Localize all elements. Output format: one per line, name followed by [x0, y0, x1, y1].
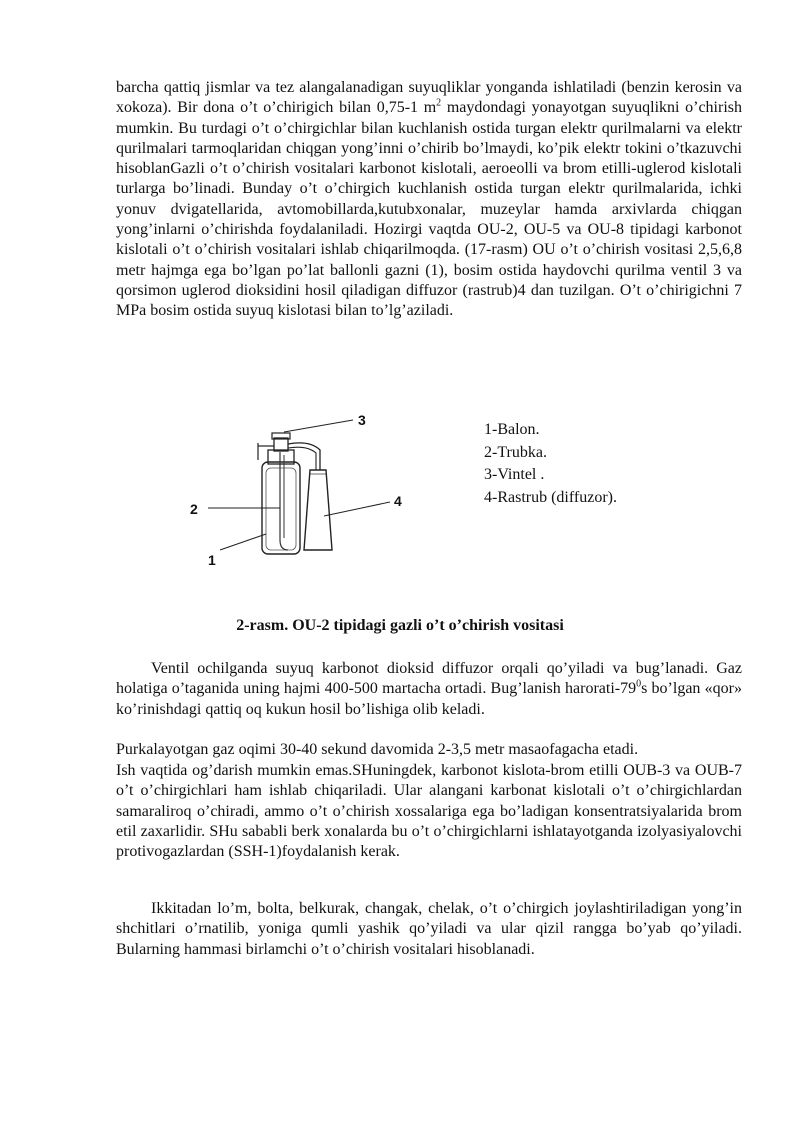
- figure-caption: 2-rasm. OU-2 tipidagi gazli o’t o’chirish vositasi: [236, 617, 564, 634]
- figure-legend: [484, 419, 617, 509]
- paragraph-text: Ventil ochilganda suyuq karbonot dioksid diffuzor orqali qo’yiladi va bug’lanadi. Gaz holatiga o’taganida uning hajmi 400-500 martacha ortadi. Bug’lanish harorati-79: [116, 660, 742, 698]
- paragraph-fire-shields: Ikkitadan lo’m, bolta, belkurak, changak, chelak, o’t o’chirgich joylashtiriladigan yong’in shchitlari o’rnatilib, yoniga qumli yashik qo’yiladi va ular qizil rangga bo’yab qo’yiladi. Bularning hammasi birlamchi o’t o’chirish vositalari hisoblanadi.: [116, 900, 742, 958]
- figure-label-3: 3: [358, 412, 366, 428]
- paragraph-text: barcha qattiq jismlar va tez alangalanadigan suyuqliklar yonganda ishlatiladi (benzin kerosin va xokoza). Bir dona o’t o’chirigich bilan 0,75-1 m: [116, 79, 742, 117]
- paragraph-valve: [116, 659, 742, 720]
- figure-label-2: 2: [190, 501, 198, 517]
- paragraph-text: maydondagi yonayotgan suyuqlikni o’chirish mumkin. Bu turdagi o’t o’chirgichlar bilan kuchlanish ostida turgan elektr qurilmalarni va elektr qurilmalari tarmoqlaridan chiqgan yong’inni o’chirib bo’lmaydi, ko’pik elektr tokini o’tkazuvchi hisoblanGazli o’t o’chirish vositalari karbonot kislotali, aeroeolli va brom etilli-uglerod kislotali turlarga bo’linadi. Bunday o’t o’chirgich kuchlanish ostida turgan elektr qurilmalarida, ichki yonuv dvigatellarida, avtomobillarda,kutubxonalar, muzeylar hamda arxivlarda chiqgan yong’inlarni o’chirishda foydalaniladi. Hozirgi vaqtda OU-2, OU-5 va OU-8 tipidagi karbonot kislotali o’t o’chirish vositalari ishlab chiqarilmoqda. (17-rasm) OU o’t o’chirish vositasi 2,5,6,8 metr hajmga ega bo’lgan po’lat ballonli gazni (1), bosim ostida haydovchi qurilma ventil 3 va qorsimon uglerod dioksidini hosil qiladigan diffuzor (rastrub)4 dan tuzilgan. O’t o’chirigichni 7 MPa bosim ostida suyuq kislotasi bilan to’lg’aziladi.: [116, 99, 742, 320]
- figure-label-1: 1: [208, 552, 216, 568]
- figure-label-4: 4: [394, 493, 402, 509]
- paragraph-gas-stream: Purkalayotgan gaz oqimi 30-40 sekund davomida 2-3,5 metr masaofagacha etadi.: [116, 741, 639, 758]
- paragraph-text: s bo’lgan «qor» ko’rinishdagi qattiq oq kukun hosil bo’lishiga olib keladi.: [116, 680, 742, 718]
- legend-item: 3-Vintel .: [484, 466, 545, 483]
- paragraph-extinguisher-types: [116, 78, 742, 322]
- legend-item: 4-Rastrub (diffuzor).: [484, 488, 617, 506]
- extinguisher-drawing: [170, 400, 470, 575]
- legend-item: 1-Balon.: [484, 421, 540, 438]
- extinguisher-figure: [170, 400, 470, 575]
- superscript: 0: [636, 678, 642, 690]
- legend-item: 2-Trubka.: [484, 443, 547, 461]
- paragraph-bromoethyl: Ish vaqtida og’darish mumkin emas.SHuningdek, karbonot kislota-brom etilli OUB-3 va OUB-7 o’t o’chirgichlari ham ishlab chiqariladi. Ular alangani karbonat kislotali o’t o’chirgichlardan samaraliroq o’chiradi, ammo o’t o’chirish xossalariga ega bo’ladigan konsentratsiyalarida brom etil zaxarlidir. SHu sababli berk xonalarda bu o’t o’chirgichlarni ishlatayotganda izolyasiyalovchi protivogazlardan (SSH-1)foydalanish kerak.: [116, 762, 742, 861]
- superscript: 2: [436, 97, 442, 109]
